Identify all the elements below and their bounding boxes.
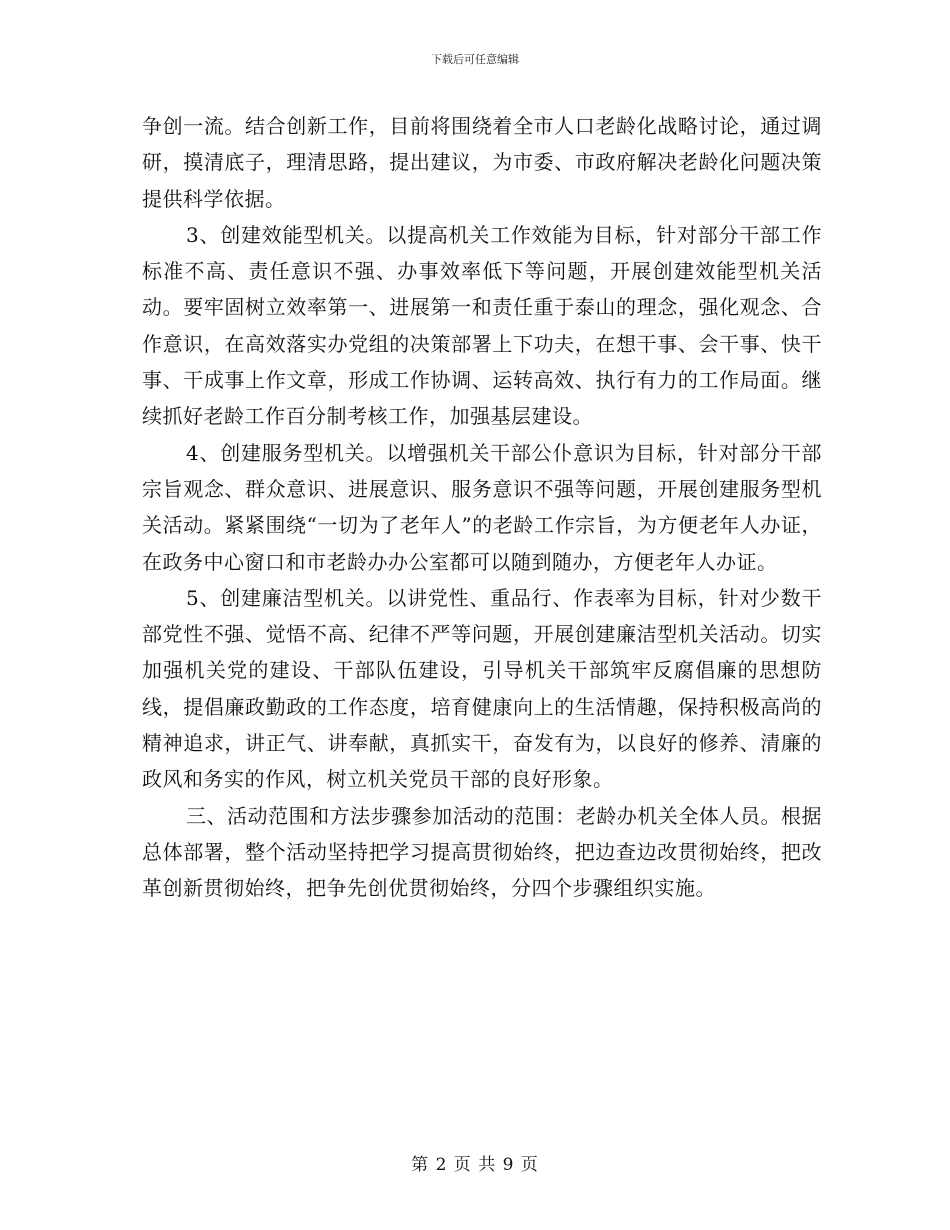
paragraph-efficiency-organ: 3、创建效能型机关。以提高机关工作效能为目标，针对部分干部工作标准不高、责任意识不强、办事效率低下等问题，开展创建效能型机关活动。要牢固树立效率第一、进展第一和责任重于泰山的理念，强化观念、合作意识，在高效落实办党组的决策部署上下功夫，在想干事、会干事、快干事、干成事上作文章，形成工作协调、运转高效、执行有力的工作局面。继续抓好老龄工作百分制考核工作，加强基层建设。 (142, 222, 822, 429)
paragraph-continuation: 争创一流。结合创新工作，目前将围绕着全市人口老龄化战略讨论，通过调研，摸清底子，理清思路，提出建议，为市委、市政府解决老龄化问题决策提供科学依据。 (142, 114, 822, 211)
paragraph-clean-organ: 5、创建廉洁型机关。以讲党性、重品行、作表率为目标，针对少数干部党性不强、觉悟不高、纪律不严等问题，开展创建廉洁型机关活动。切实加强机关党的建设、干部队伍建设，引导机关干部筑牢反腐倡廉的思想防线，提倡廉政勤政的工作态度，培育健康向上的生活情趣，保持积极高尚的精神追求，讲正气、讲奉献，真抓实干，奋发有为，以良好的修养、清廉的政风和务实的作风，树立机关党员干部的良好形象。 (142, 585, 822, 792)
paragraph-activity-scope: 三、活动范围和方法步骤参加活动的范围：老龄办机关全体人员。根据总体部署，整个活动坚持把学习提高贯彻始终，把边查边改贯彻始终，把改革创新贯彻始终，把争先创优贯彻始终，分四个步骤组织实施。 (142, 803, 822, 901)
page-number-footer: 第 2 页 共 9 页 (411, 1155, 539, 1175)
page-header: 下载后可任意编辑 (431, 53, 519, 66)
paragraph-service-organ: 4、创建服务型机关。以增强机关干部公仆意识为目标，针对部分干部宗旨观念、群众意识、进展意识、服务意识不强等问题，开展创建服务型机关活动。紧紧围绕“一切为了老年人”的老龄工作宗旨，为方便老年人办证，在政务中心窗口和市老龄办办公室都可以随到随办，方便老年人办证。 (142, 440, 822, 574)
document-body (142, 108, 822, 907)
